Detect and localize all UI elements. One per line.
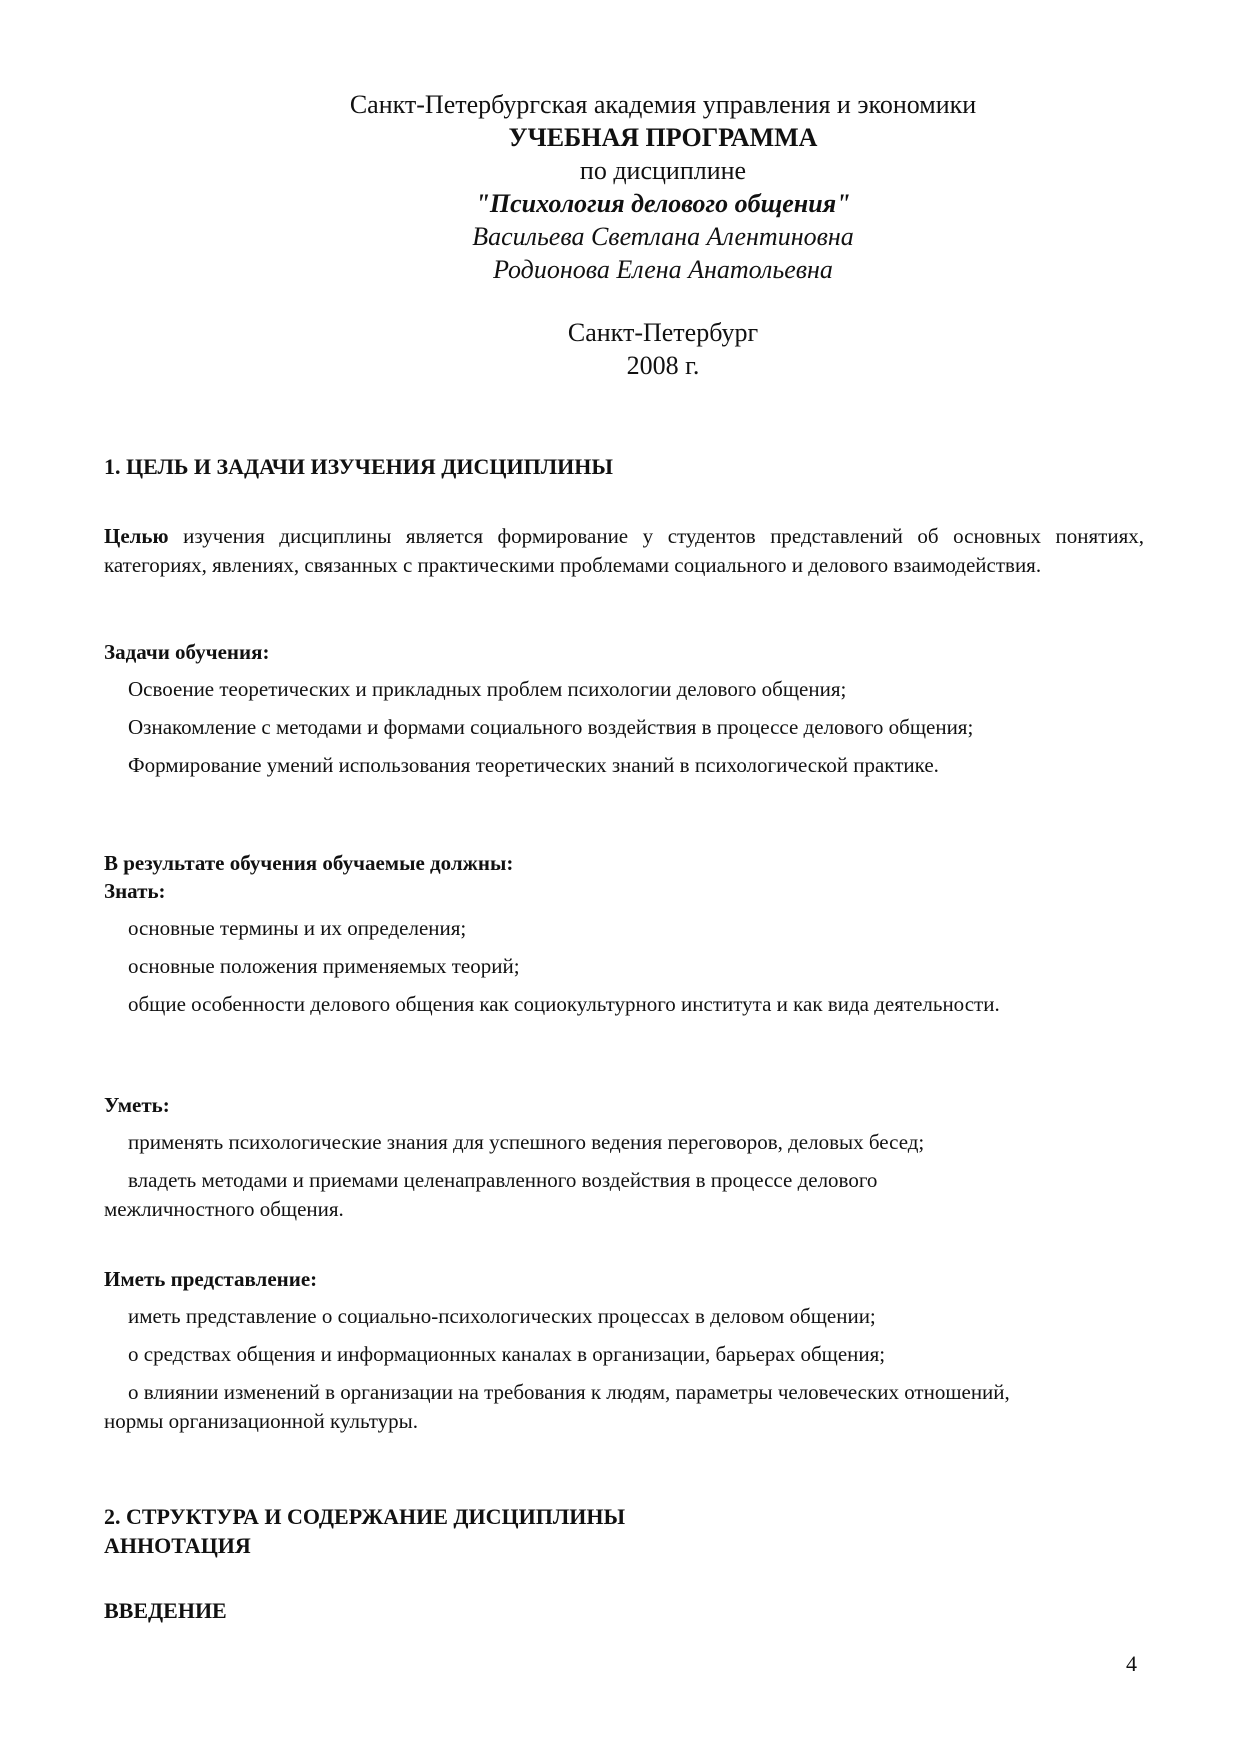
- page-number: 4: [1126, 1651, 1137, 1676]
- know-item: общие особенности делового общения как социокультурного института и как вида деятельности.: [128, 992, 1000, 1016]
- city: Санкт-Петербург: [567, 318, 759, 347]
- can-item: владеть методами и приемами целенаправленного воздействия в процессе делового межличностного общения.: [104, 1168, 878, 1221]
- goal-text: изучения дисциплины является формирование у студентов представлений об основных понятиях, категориях, явлениях, связанных с практическими проблемами социального и делового взаимодействия.: [104, 524, 1144, 577]
- idea-label: Иметь представление:: [104, 1267, 318, 1291]
- document-type: УЧЕБНАЯ ПРОГРАММА: [508, 123, 818, 152]
- year: 2008 г.: [626, 351, 700, 380]
- annotation-heading: АННОТАЦИЯ: [104, 1533, 251, 1558]
- section-1-heading: 1. ЦЕЛЬ И ЗАДАЧИ ИЗУЧЕНИЯ ДИСЦИПЛИНЫ: [104, 454, 613, 479]
- introduction-heading: ВВЕДЕНИЕ: [104, 1598, 227, 1623]
- title-block: [300, 88, 1026, 382]
- idea-item: иметь представление о социально-психологических процессах в деловом общении;: [128, 1304, 876, 1328]
- results-label: В результате обучения обучаемые должны:: [104, 851, 514, 875]
- section-2-heading: 2. СТРУКТУРА И СОДЕРЖАНИЕ ДИСЦИПЛИНЫ: [104, 1504, 626, 1529]
- can-item: применять психологические знания для успешного ведения переговоров, деловых бесед;: [128, 1130, 925, 1154]
- author-1: Васильева Светлана Алентиновна: [472, 222, 854, 251]
- can-label: Уметь:: [104, 1093, 170, 1117]
- tasks-label: Задачи обучения:: [104, 640, 270, 664]
- task-item: Формирование умений использования теоретических знаний в психологической практике.: [128, 753, 939, 777]
- know-label: Знать:: [104, 879, 166, 903]
- know-item: основные термины и их определения;: [128, 916, 467, 940]
- task-item: Освоение теоретических и прикладных проблем психологии делового общения;: [128, 677, 847, 701]
- know-item: основные положения применяемых теорий;: [128, 954, 520, 978]
- goal-lead: Целью: [104, 524, 169, 548]
- discipline-name: "Психология делового общения": [475, 189, 851, 218]
- institution-name: Санкт-Петербургская академия управления и экономики: [349, 90, 977, 119]
- idea-item: о средствах общения и информационных каналах в организации, барьерах общения;: [128, 1342, 886, 1366]
- idea-item: о влиянии изменений в организации на требования к людям, параметры человеческих отношений, нормы организационной культуры.: [104, 1380, 1010, 1433]
- author-2: Родионова Елена Анатольевна: [493, 255, 833, 284]
- goal-paragraph: [104, 522, 1144, 580]
- task-item: Ознакомление с методами и формами социального воздействия в процессе делового общения;: [128, 715, 974, 739]
- subtitle: по дисциплине: [579, 156, 747, 185]
